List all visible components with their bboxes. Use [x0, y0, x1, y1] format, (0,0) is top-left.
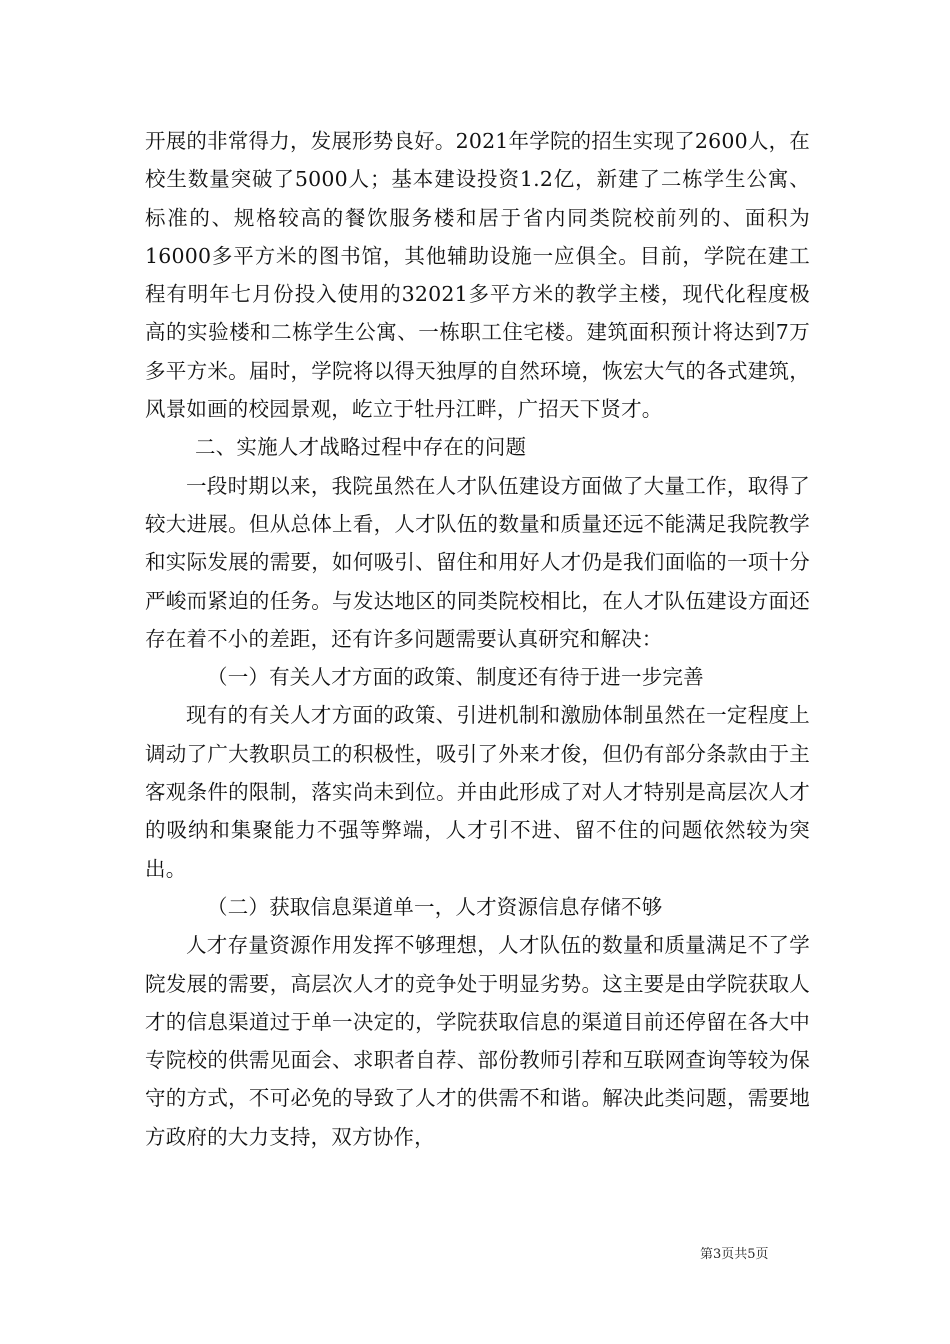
section-heading: 二、实施人才战略过程中存在的问题: [195, 435, 527, 460]
page-number-footer: 第3页共5页: [700, 1247, 769, 1262]
document-body: [145, 122, 810, 1156]
paragraph: 现有的有关人才方面的政策、引进机制和激励体制虽然在一定程度上调动了广大教职员工的积极性，吸引了外来才俊，但仍有部分条款由于主客观条件的限制，落实尚未到位。并由此形成了对人才特别是高层次人才的吸纳和集聚能力不强等弊端，人才引不进、留不住的问题依然较为突出。: [145, 703, 810, 881]
subsection-heading: （一）有关人才方面的政策、制度还有待于进一步完善: [207, 665, 704, 690]
paragraph: 人才存量资源作用发挥不够理想，人才队伍的数量和质量满足不了学院发展的需要，高层次人才的竞争处于明显劣势。这主要是由学院获取人才的信息渠道过于单一决定的，学院获取信息的渠道目前还停留在各大中专院校的供需见面会、求职者自荐、部份教师引荐和互联网查询等较为保守的方式，不可必免的导致了人才的供需不和谐。解决此类问题，需要地方政府的大力支持，双方协作，: [145, 933, 810, 1149]
paragraph-continued: 开展的非常得力，发展形势良好。2021年学院的招生实现了2600人，在校生数量突破了5000人；基本建设投资1.2亿，新建了二栋学生公寓、标准的、规格较高的餐饮服务楼和居于省内同类院校前列的、面积为16000多平方米的图书馆，其他辅助设施一应俱全。目前，学院在建工程有明年七月份投入使用的32021多平方米的教学主楼，现代化程度极高的实验楼和二栋学生公寓、一栋职工住宅楼。建筑面积预计将达到7万多平方米。届时，学院将以得天独厚的自然环境，恢宏大气的各式建筑，风景如画的校园景观，屹立于牡丹江畔，广招天下贤才。: [145, 129, 810, 422]
paragraph: 一段时期以来，我院虽然在人才队伍建设方面做了大量工作，取得了较大进展。但从总体上看，人才队伍的数量和质量还远不能满足我院教学和实际发展的需要，如何吸引、留住和用好人才仍是我们面临的一项十分严峻而紧迫的任务。与发达地区的同类院校相比，在人才队伍建设方面还存在着不小的差距，还有许多问题需要认真研究和解决：: [145, 473, 810, 651]
subsection-heading: （二）获取信息渠道单一，人才资源信息存储不够: [207, 894, 663, 919]
